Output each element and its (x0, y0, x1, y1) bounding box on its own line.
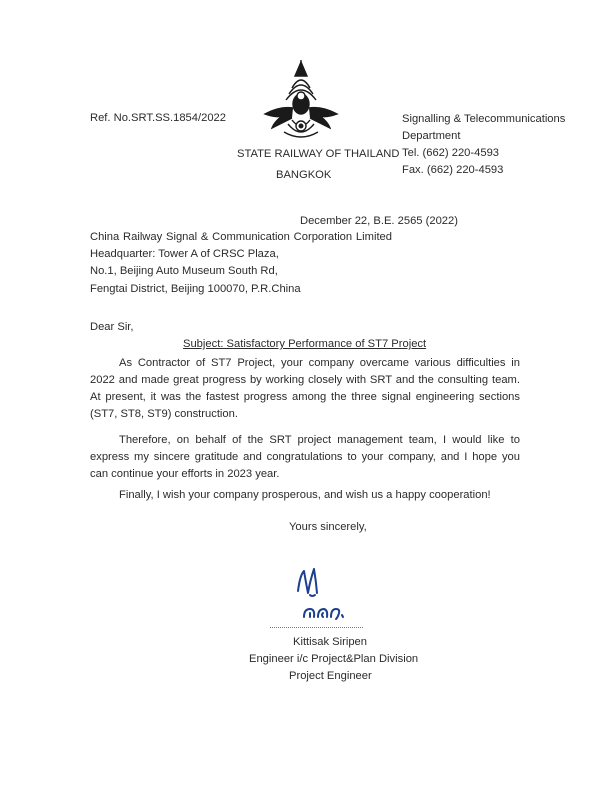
recipient-address-line: Headquarter: Tower A of CRSC Plaza, (90, 248, 279, 261)
organization-city: BANGKOK (276, 169, 332, 181)
signature-line (270, 627, 363, 628)
salutation: Dear Sir, (90, 321, 134, 333)
signer-name: Kittisak Siripen (293, 636, 367, 648)
letter-date: December 22, B.E. 2565 (2022) (300, 215, 458, 227)
department-line: Signalling & Telecommunications (402, 113, 566, 125)
body-paragraph: As Contractor of ST7 Project, your company overcame various difficulties in 2022 and made great progress by working closely with SRT and the consulting team. At present, it was the fastest progress among the three signal engineering sections (ST7, ST8, ST9) construction. (90, 357, 520, 420)
signer-role: Project Engineer (289, 670, 372, 682)
handwritten-signature (280, 565, 360, 625)
closing: Yours sincerely, (289, 521, 367, 533)
body-paragraph: Finally, I wish your company prosperous, and wish us a happy cooperation! (119, 489, 491, 501)
state-railway-emblem (262, 58, 340, 142)
telephone-line: Tel. (662) 220-4593 (402, 147, 500, 159)
recipient-company: China Railway Signal & Communication Corporation Limited (90, 231, 392, 243)
body-paragraph: Therefore, on behalf of the SRT project management team, I would like to express my sincere gratitude and congratulations to your company, and I hope you can continue your efforts in 2023 year. (90, 434, 520, 480)
reference-number: Ref. No.SRT.SS.1854/2022 (90, 112, 226, 124)
fax-line: Fax. (662) 220-4593 (402, 164, 504, 176)
signer-title: Engineer i/c Project&Plan Division (249, 653, 419, 665)
organization-name: STATE RAILWAY OF THAILAND (237, 148, 400, 160)
subject-line: Subject: Satisfactory Performance of ST7 Project (183, 338, 427, 350)
department-block (402, 111, 565, 179)
department-line: Department (402, 130, 461, 142)
recipient-address-line: No.1, Beijing Auto Museum South Rd, (90, 265, 278, 278)
recipient-address-line: Fengtai District, Beijing 100070, P.R.China (90, 282, 301, 295)
recipient-address (90, 229, 392, 298)
